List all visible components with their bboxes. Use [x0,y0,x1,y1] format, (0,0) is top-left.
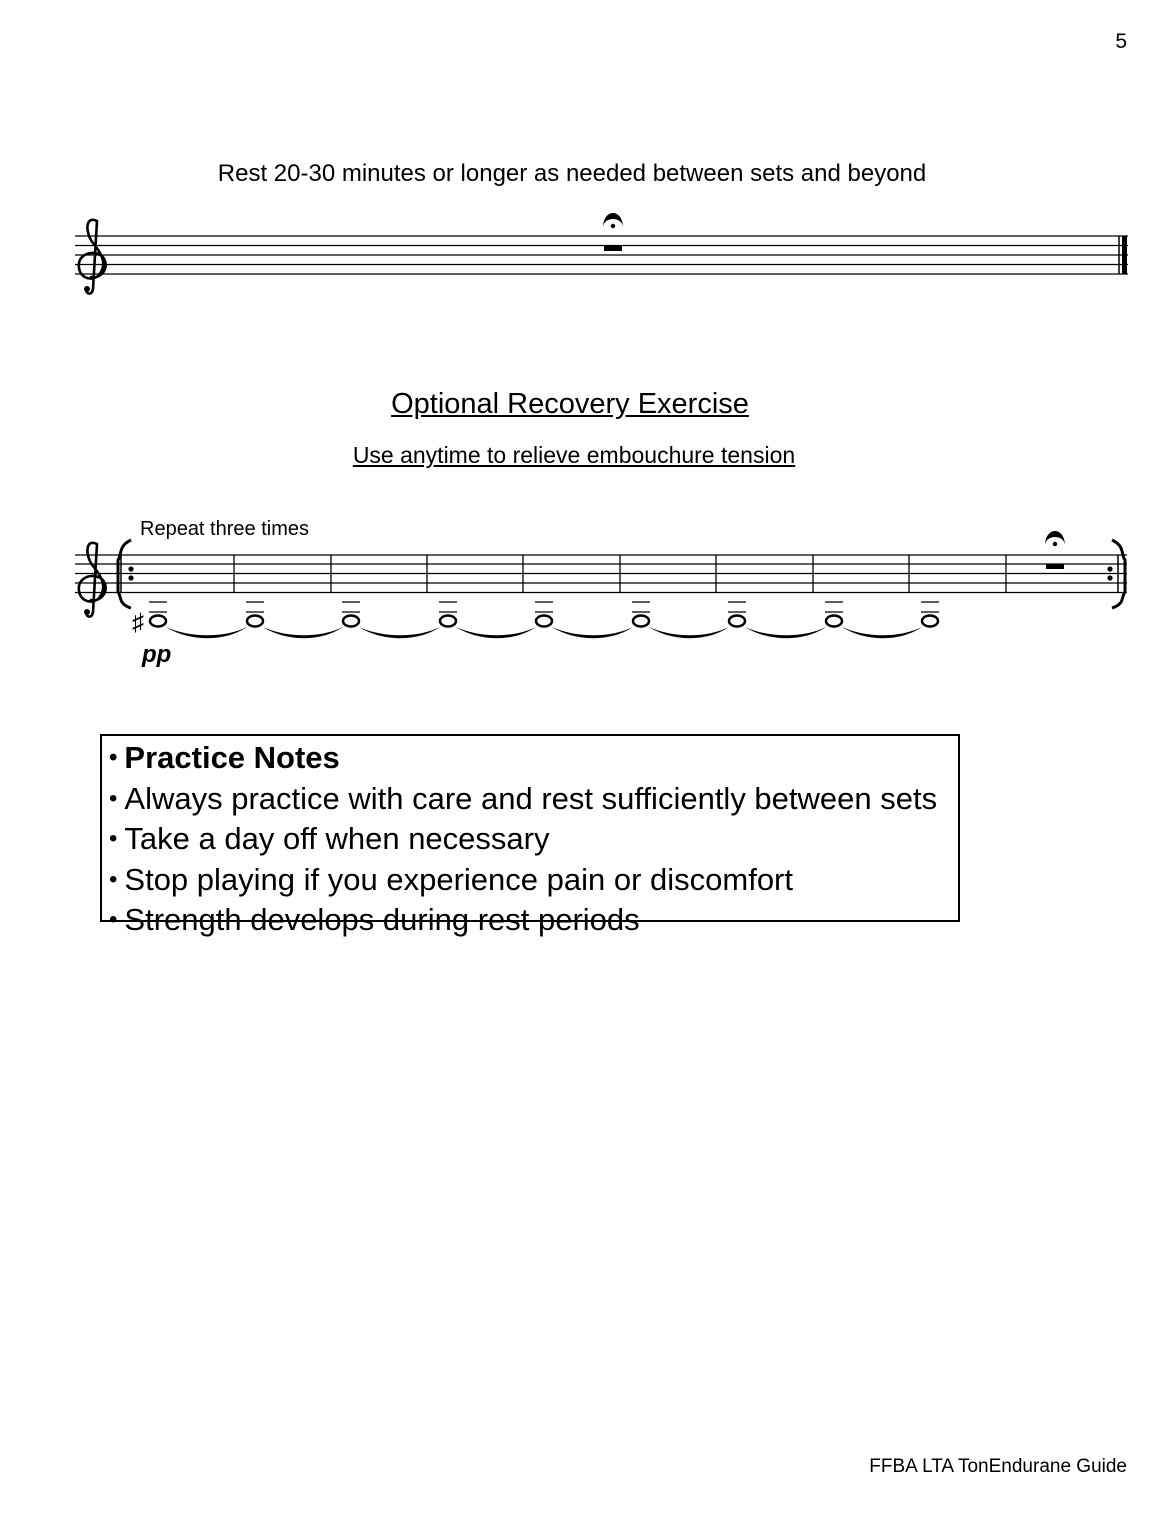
whole-note-icon [825,602,843,627]
rest-caption: Rest 20-30 minutes or longer as needed between sets and beyond [217,160,927,187]
treble-clef-icon [79,543,106,617]
staff-lines [75,555,1127,593]
whole-note-icon [921,602,939,627]
recovery-exercise-title: Optional Recovery Exercise [391,388,749,420]
fermata-icon [1045,531,1065,546]
dynamic-marking: pp [142,641,172,668]
whole-note-icon [535,602,553,627]
recovery-exercise-subtitle: Use anytime to relieve embouchure tension [352,442,796,468]
fermata-icon [603,213,623,228]
whole-rest-icon [1046,564,1064,569]
practice-note-item: • Always practice with care and rest sufficiently between sets [109,780,938,816]
whole-note-icon [149,602,167,627]
ties [166,627,922,638]
practice-notes-box [100,734,960,937]
whole-note-icon [632,602,650,627]
rest-staff [0,195,1170,305]
practice-note-item: • Take a day off when necessary [109,821,550,856]
practice-note-item: • Stop playing if you experience pain or discomfort [109,861,793,897]
whole-notes [149,602,939,627]
whole-note-icon [439,602,457,627]
whole-note-icon [342,602,360,627]
whole-note-icon [246,602,264,627]
whole-note-icon [728,602,746,627]
recovery-staff [0,505,1170,675]
treble-clef-icon [79,220,106,294]
page-number: 5 [1115,30,1127,53]
practice-note-item: • Strength develops during rest periods [109,902,640,937]
sharp-accidental: ♯ [132,609,144,636]
repeat-instruction: Repeat three times [140,518,309,540]
staff-lines [75,236,1128,274]
practice-notes-heading: • Practice Notes [109,740,340,775]
whole-rest-icon [604,245,622,251]
footer-title: FFBA LTA TonEndurane Guide [869,1456,1127,1477]
